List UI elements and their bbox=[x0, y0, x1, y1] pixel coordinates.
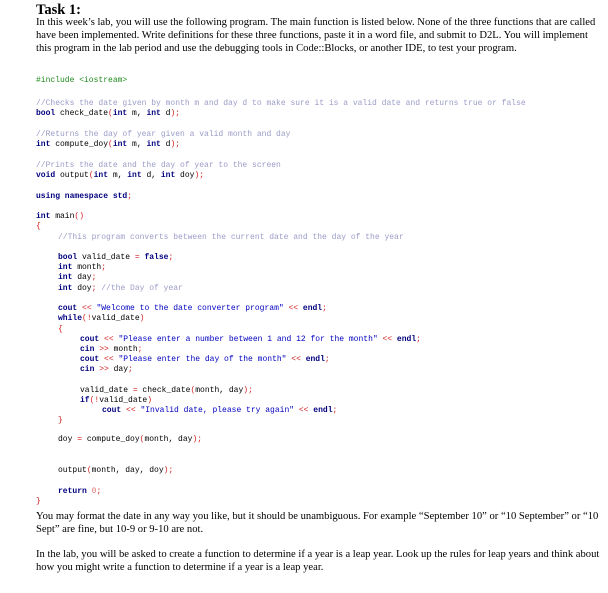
code-token: int bbox=[58, 273, 73, 282]
code-line bbox=[80, 345, 142, 355]
code-token: (! bbox=[89, 396, 100, 405]
code-line bbox=[58, 487, 101, 497]
code-token: int bbox=[146, 140, 161, 149]
code-token: "Invalid date, please try again" bbox=[140, 406, 295, 415]
code-token: valid_date bbox=[91, 314, 140, 323]
code-token: day bbox=[108, 365, 129, 374]
code-token: bool bbox=[58, 253, 78, 262]
code-token: ( bbox=[108, 140, 113, 149]
code-token: ); bbox=[194, 171, 205, 180]
code-token: //This program converts between the current date and the day of the year bbox=[58, 233, 404, 242]
code-line bbox=[36, 130, 290, 140]
code-token: endl bbox=[302, 304, 323, 313]
code-token: cout bbox=[58, 304, 78, 313]
code-token: "Welcome to the date converter program" bbox=[96, 304, 284, 313]
intro-paragraph: In this week’s lab, you will use the following program. The main function is listed below. None of the three functions that are called have been implemented. Write definitions for these three functions, paste it in a word file, and submit to D2L. You will implement this program in the lab period and use the debugging tools in Code::Blocks, or another IDE, to test your program. bbox=[36, 17, 596, 55]
code-token: check_date bbox=[137, 386, 191, 395]
code-token: m, bbox=[127, 109, 147, 118]
code-token: "Please enter a number between 1 and 12 for the month" bbox=[118, 335, 378, 344]
code-token: return bbox=[58, 487, 87, 496]
code-token: int bbox=[112, 109, 128, 118]
code-token: ); bbox=[163, 466, 174, 475]
code-line bbox=[80, 396, 152, 406]
code-token: << bbox=[104, 335, 114, 344]
code-line bbox=[36, 76, 127, 86]
code-token: compute_doy bbox=[82, 435, 140, 444]
code-token: while bbox=[58, 314, 83, 323]
code-line bbox=[58, 466, 173, 476]
code-line bbox=[80, 355, 330, 365]
code-token: month bbox=[72, 263, 102, 272]
code-token: >> bbox=[99, 365, 109, 374]
code-token: ; bbox=[127, 192, 133, 201]
code-token: << bbox=[382, 335, 393, 344]
code-token: int bbox=[93, 171, 109, 180]
code-token: ; bbox=[101, 263, 107, 272]
code-token: { bbox=[36, 222, 41, 231]
code-token: //Checks the date given by month m and day d to make sure it is a valid date and returns true or false bbox=[36, 99, 526, 108]
code-token: ( bbox=[86, 466, 92, 475]
code-token: << bbox=[291, 355, 301, 364]
code-token: valid_date bbox=[80, 386, 133, 395]
code-token: int bbox=[127, 171, 142, 180]
code-token: cin bbox=[80, 365, 95, 374]
code-token: cout bbox=[102, 406, 122, 415]
code-token: ) bbox=[139, 314, 145, 323]
code-token: << bbox=[104, 355, 114, 364]
code-token: ; bbox=[168, 253, 174, 262]
code-token: ); bbox=[170, 140, 181, 149]
code-line bbox=[36, 222, 41, 232]
code-token: ) bbox=[147, 396, 153, 405]
code-token: } bbox=[58, 416, 63, 425]
code-token: << bbox=[82, 304, 92, 313]
code-token: << bbox=[298, 406, 309, 415]
code-token: d bbox=[160, 140, 171, 149]
code-token: main bbox=[50, 212, 75, 221]
code-token: ; bbox=[91, 284, 97, 293]
code-token: endl bbox=[313, 406, 333, 415]
leap-year-paragraph: In the lab, you will be asked to create a function to determine if a year is a leap year. Look up the rules for leap years and think about how you might write a function to determine if a year is a leap year. bbox=[36, 549, 600, 574]
code-token: if bbox=[80, 396, 90, 405]
code-token: month, day bbox=[195, 386, 244, 395]
code-token: cout bbox=[80, 355, 100, 364]
code-line bbox=[36, 171, 204, 181]
code-token: month, day, doy bbox=[91, 466, 164, 475]
code-token: //the Day of year bbox=[101, 284, 183, 293]
code-token: m, bbox=[127, 140, 147, 149]
code-token: int bbox=[160, 171, 176, 180]
code-token: ; bbox=[324, 355, 330, 364]
code-token: int bbox=[36, 212, 51, 221]
code-token: ; bbox=[322, 304, 327, 313]
code-token: d, bbox=[141, 171, 161, 180]
code-line bbox=[58, 325, 63, 335]
code-line bbox=[58, 314, 144, 324]
code-token: using namespace bbox=[36, 192, 109, 201]
code-token: month, day bbox=[144, 435, 193, 444]
code-token: false bbox=[144, 253, 169, 262]
code-token: std bbox=[112, 192, 128, 201]
code-token: //Prints the date and the day of year to the screen bbox=[36, 161, 281, 170]
code-line bbox=[80, 365, 133, 375]
code-line bbox=[58, 253, 173, 263]
code-token: << bbox=[126, 406, 136, 415]
code-token: >> bbox=[99, 345, 109, 354]
code-token: ( bbox=[88, 171, 94, 180]
code-line bbox=[80, 335, 421, 345]
code-token: = bbox=[77, 435, 83, 444]
code-token: ); bbox=[192, 435, 203, 444]
code-token: ( bbox=[190, 386, 196, 395]
code-token: endl bbox=[305, 355, 325, 364]
format-note-paragraph: You may format the date in any way you like, but it should be unambiguous. For example “September 10” or “10 September” or “10 Sept” are fine, but 10-9 or 9-10 are not. bbox=[36, 511, 599, 536]
code-token: int bbox=[58, 263, 73, 272]
code-token: valid_date bbox=[99, 396, 148, 405]
code-token: //Returns the day of year given a valid month and day bbox=[36, 130, 291, 139]
code-token: compute_doy bbox=[50, 140, 109, 149]
code-line bbox=[36, 212, 84, 222]
code-token: 0 bbox=[91, 487, 97, 496]
code-token: ; bbox=[128, 365, 133, 374]
code-token: ( bbox=[139, 435, 145, 444]
code-line bbox=[58, 233, 404, 243]
code-token: valid_date bbox=[77, 253, 135, 262]
code-line bbox=[58, 435, 202, 445]
code-line bbox=[36, 161, 281, 171]
code-line bbox=[36, 497, 41, 507]
code-token: d bbox=[160, 109, 171, 118]
code-token: << bbox=[288, 304, 299, 313]
code-token: doy bbox=[58, 435, 78, 444]
code-token: bool bbox=[36, 109, 56, 118]
code-token: { bbox=[58, 325, 63, 334]
code-line bbox=[36, 99, 526, 109]
code-token: #include <iostream> bbox=[36, 76, 128, 85]
code-token: ; bbox=[96, 487, 102, 496]
code-token: cout bbox=[80, 335, 100, 344]
code-token: ; bbox=[416, 335, 421, 344]
code-token: day bbox=[72, 273, 92, 282]
code-token: void bbox=[36, 171, 56, 180]
code-token: int bbox=[112, 140, 128, 149]
code-token: output bbox=[55, 171, 89, 180]
code-line bbox=[58, 273, 96, 283]
code-token: output bbox=[58, 466, 87, 475]
code-line bbox=[36, 192, 132, 202]
code-token: endl bbox=[396, 335, 417, 344]
code-token: "Please enter the day of the month" bbox=[118, 355, 287, 364]
code-line bbox=[58, 263, 106, 273]
code-token: cin bbox=[80, 345, 95, 354]
code-token: = bbox=[132, 386, 138, 395]
code-line bbox=[36, 140, 180, 150]
code-line bbox=[58, 304, 327, 314]
code-token: month bbox=[108, 345, 138, 354]
code-line bbox=[102, 406, 337, 416]
code-token: doy bbox=[175, 171, 195, 180]
code-token: check_date bbox=[55, 109, 109, 118]
code-token: doy bbox=[72, 284, 92, 293]
code-token: (! bbox=[82, 314, 92, 323]
code-token: int bbox=[58, 284, 73, 293]
code-token: ); bbox=[170, 109, 181, 118]
code-token: m, bbox=[108, 171, 128, 180]
code-token: int bbox=[146, 109, 161, 118]
code-token: ( bbox=[108, 109, 113, 118]
code-token: ); bbox=[243, 386, 253, 395]
code-line bbox=[80, 386, 253, 396]
code-token: int bbox=[36, 140, 51, 149]
code-token: ; bbox=[332, 406, 338, 415]
code-token: = bbox=[134, 253, 140, 262]
code-token: } bbox=[36, 497, 41, 506]
code-token: () bbox=[74, 212, 85, 221]
code-line bbox=[58, 416, 63, 426]
code-line bbox=[58, 284, 183, 294]
code-token: ; bbox=[91, 273, 97, 282]
task-title: Task 1: bbox=[36, 2, 82, 18]
code-token: ; bbox=[137, 345, 143, 354]
code-line bbox=[36, 109, 180, 119]
